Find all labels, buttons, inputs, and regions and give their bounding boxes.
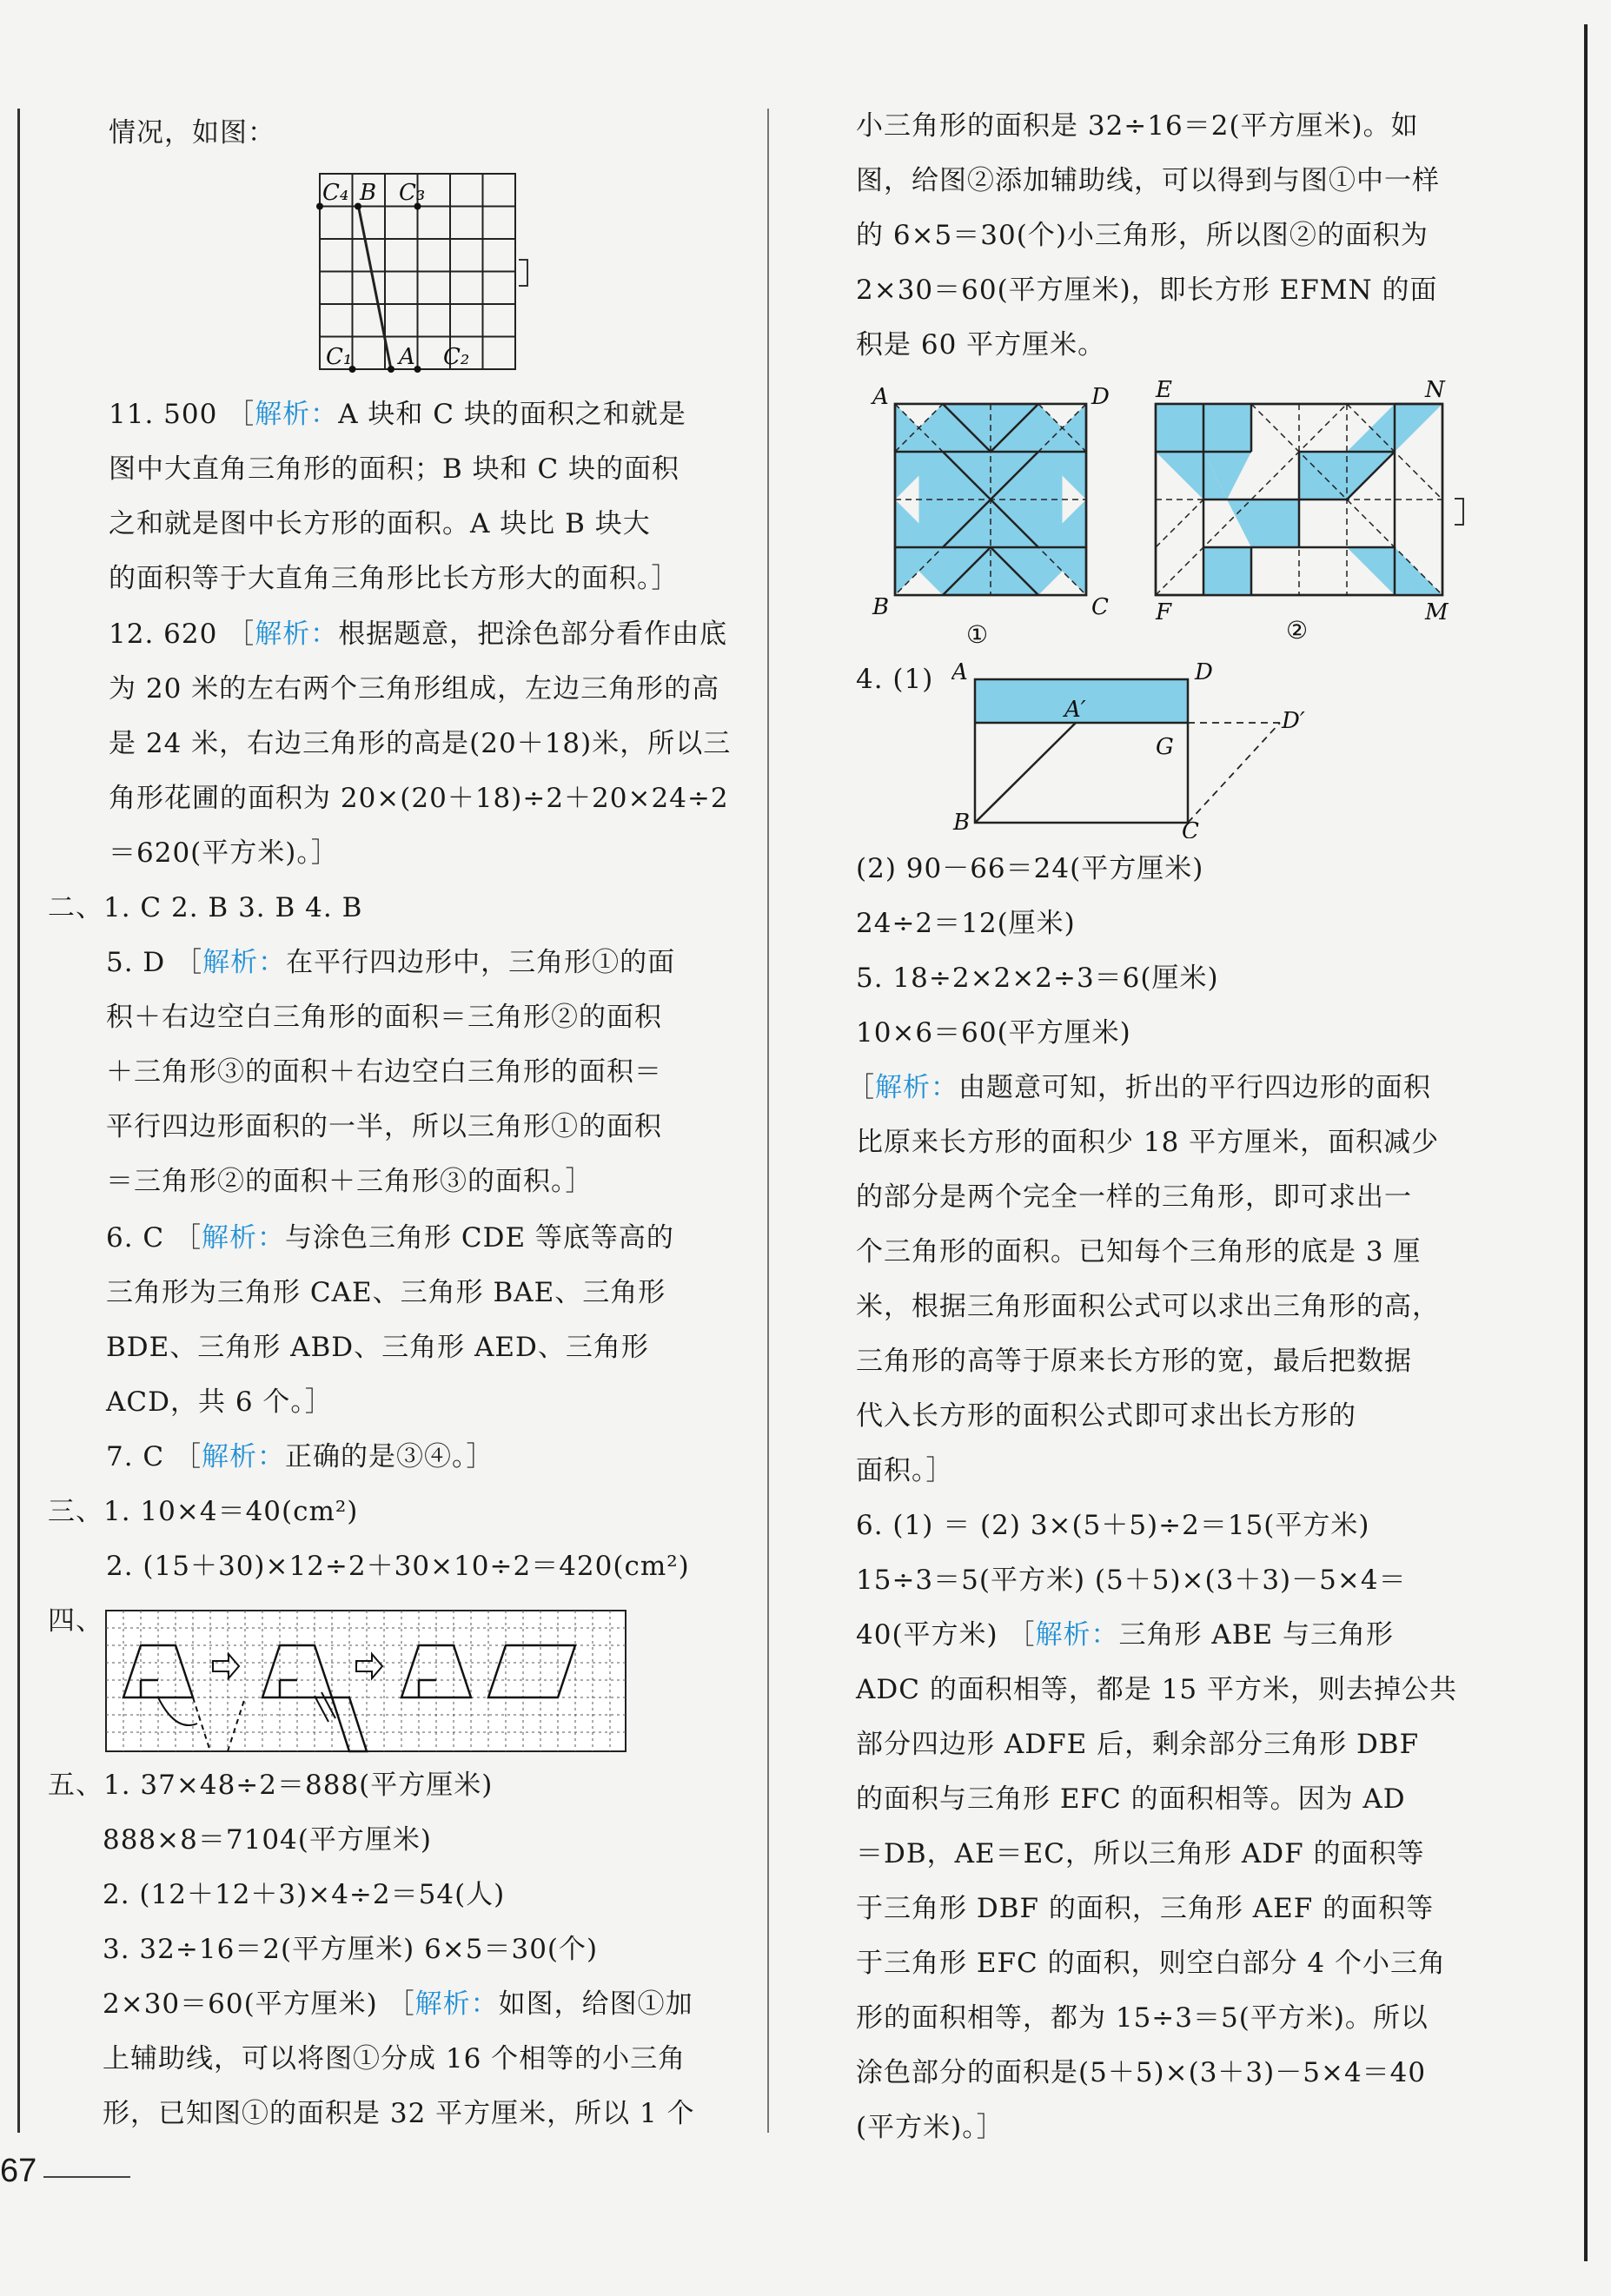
text-line: (2) 90－66＝24(平方厘米): [856, 853, 1204, 884]
fig-label: B: [872, 594, 890, 620]
text-line: (平方米)。］: [856, 2112, 1004, 2143]
page-number-rule: [43, 2176, 130, 2178]
right-edge-rule: [1584, 24, 1588, 2261]
grid-label: C₂: [443, 344, 470, 370]
text-line: 的面积与三角形 EFC 的面积相等。因为 AD: [856, 1783, 1406, 1815]
translation-grid-figure: [104, 1609, 630, 1757]
section-5-line: 五、1. 37×48÷2＝888(平方厘米): [48, 1770, 494, 1801]
text-line: ［解析：由题意可知，折出的平行四边形的面积: [847, 1072, 1431, 1103]
q5-line: ＋三角形③的面积＋右边空白三角形的面积＝: [106, 1056, 662, 1088]
q6-line: BDE、三角形 ABD、三角形 AED、三角形: [106, 1332, 649, 1363]
text-line: 米，根据三角形面积公式可以求出三角形的高，: [856, 1291, 1440, 1322]
text-line: 的 6×5＝30(个)小三角形，所以图②的面积为: [856, 220, 1429, 251]
text-line: 10×6＝60(平方厘米): [856, 1017, 1131, 1049]
fig-label: C: [1182, 818, 1199, 838]
section-5-line: 3. 32÷16＝2(平方厘米) 6×5＝30(个): [103, 1934, 599, 1965]
fig-label: E: [1156, 378, 1172, 403]
text-line: 涂色部分的面积是(5＋5)×(3＋3)－5×4＝40: [856, 2057, 1427, 2088]
text-line: 小三角形的面积是 32÷16＝2(平方厘米)。如: [856, 110, 1419, 142]
section-3-line: 2. (15＋30)×12÷2＋30×10÷2＝420(cm²): [106, 1551, 690, 1582]
fig-label: D′: [1282, 708, 1305, 734]
fig-caption: ②: [1286, 616, 1309, 645]
text-line: 于三角形 EFC 的面积，则空白部分 4 个小三角: [856, 1948, 1446, 1979]
section-4-label: 四、: [48, 1605, 103, 1637]
text-line: 代入长方形的面积公式即可求出长方形的: [856, 1400, 1356, 1432]
text-line: 于三角形 DBF 的面积，三角形 AEF 的面积等: [856, 1893, 1435, 1924]
fig-label: A: [872, 384, 889, 410]
text-line: 部分四边形 ADFE 后，剩余部分三角形 DBF: [856, 1729, 1420, 1760]
text-line: ＝DB，AE＝EC，所以三角形 ADF 的面积等: [856, 1838, 1425, 1869]
text-line: 三角形的高等于原来长方形的宽，最后把数据: [856, 1346, 1412, 1377]
text-line: 比原来长方形的面积少 18 平方厘米，面积减少: [856, 1127, 1440, 1158]
page-number: 67: [0, 2153, 37, 2189]
q6-line: ACD，共 6 个。］: [106, 1386, 333, 1418]
text-line: 形的面积相等，都为 15÷3＝5(平方米)。所以: [856, 2002, 1429, 2034]
section-5-line: 上辅助线，可以将图①分成 16 个相等的小三角: [103, 2043, 686, 2074]
text-line: 5. 18÷2×2×2÷3＝6(厘米): [856, 963, 1219, 994]
section-5-line: 2×30＝60(平方厘米) ［解析：如图，给图①加: [103, 1988, 693, 2020]
answer-bracket: [1451, 495, 1468, 530]
text-line: 面积。］: [856, 1455, 954, 1486]
text-line: 24÷2＝12(厘米): [856, 908, 1076, 939]
q6-line: 三角形为三角形 CAE、三角形 BAE、三角形: [106, 1277, 666, 1308]
text-line: 15÷3＝5(平方米) (5＋5)×(3＋3)－5×4＝: [856, 1565, 1407, 1596]
text-line: 40(平方米) ［解析：三角形 ABE 与三角形: [856, 1619, 1395, 1651]
square-figure-1: [869, 378, 1121, 647]
fig-label: A: [951, 660, 968, 685]
fig-label: B: [953, 810, 971, 836]
left-margin-rule: [17, 109, 20, 2133]
text-line: 2×30＝60(平方厘米)，即长方形 EFMN 的面: [856, 275, 1438, 306]
fig-label: D: [1195, 660, 1213, 685]
text-line: 的部分是两个完全一样的三角形，即可求出一: [856, 1181, 1412, 1213]
grid-label: A: [399, 344, 415, 370]
q5-line: 积＋右边空白三角形的面积＝三角形②的面积: [106, 1002, 662, 1033]
grid-label: C₁: [326, 344, 353, 370]
fig-label: F: [1156, 599, 1172, 625]
q12-line: ＝620(平方米)。］: [109, 837, 339, 869]
fig-label: N: [1425, 378, 1445, 403]
fig-label: A′: [1064, 697, 1086, 723]
fold-figure: [951, 660, 1325, 838]
fig-caption: ①: [966, 620, 989, 647]
text-line: ADC 的面积相等，都是 15 平方米，则去掉公共: [856, 1674, 1457, 1705]
q7-line: 7. C ［解析：正确的是③④。］: [106, 1441, 494, 1472]
q5-line: ＝三角形②的面积＋三角形③的面积。］: [106, 1166, 593, 1197]
section-5-line: 形，已知图①的面积是 32 平方厘米，所以 1 个: [103, 2098, 695, 2129]
grid-label: C₃: [399, 180, 426, 206]
text-line: 6. (1) ＝ (2) 3×(5＋5)÷2＝15(平方米): [856, 1510, 1370, 1541]
text-line: 个三角形的面积。已知每个三角形的底是 3 厘: [856, 1236, 1422, 1267]
fig-label: G: [1156, 734, 1174, 760]
q12-line: 12. 620 ［解析：根据题意，把涂色部分看作由底: [109, 619, 728, 650]
q11-line: 之和就是图中长方形的面积。A 块比 B 块大: [109, 508, 651, 539]
q11-line: 图中大直角三角形的面积；B 块和 C 块的面积: [109, 453, 680, 485]
q5-line: 5. D ［解析：在平行四边形中，三角形①的面: [106, 947, 676, 978]
section-3-line: 三、1. 10×4＝40(cm²): [48, 1496, 359, 1527]
fig-label: M: [1425, 599, 1449, 625]
text-line: 情况，如图：: [109, 117, 275, 149]
q4-label: 4. (1): [856, 664, 934, 695]
q12-line: 是 24 米，右边三角形的高是(20＋18)米，所以三: [109, 728, 732, 759]
q6-line: 6. C ［解析：与涂色三角形 CDE 等底等高的: [106, 1222, 674, 1254]
rectangle-figure-2: [1130, 378, 1460, 647]
q11-line: 11. 500 ［解析：A 块和 C 块的面积之和就是: [109, 399, 686, 430]
section-2-answers: 二、1. C 2. B 3. B 4. B: [48, 892, 363, 923]
section-5-line: 888×8＝7104(平方厘米): [103, 1824, 432, 1856]
text-line: 积是 60 平方厘米。: [856, 329, 1106, 361]
q12-line: 为 20 米的左右两个三角形组成，左边三角形的高: [109, 673, 720, 705]
answer-bracket: [515, 256, 533, 291]
text-line: 图，给图②添加辅助线，可以得到与图①中一样: [856, 165, 1440, 196]
grid-label: B: [360, 180, 377, 206]
section-5-line: 2. (12＋12＋3)×4÷2＝54(人): [103, 1879, 506, 1910]
q11-line: 的面积等于大直角三角形比长方形大的面积。］: [109, 563, 680, 594]
fig-label: C: [1091, 594, 1109, 620]
q5-line: 平行四边形面积的一半，所以三角形①的面积: [106, 1111, 662, 1142]
grid-label: C₄: [322, 180, 349, 206]
q12-line: 角形花圃的面积为 20×(20＋18)÷2＋20×24÷2: [109, 783, 729, 814]
fig-label: D: [1091, 384, 1110, 410]
grid-figure: [308, 169, 534, 378]
column-divider: [767, 109, 769, 2133]
